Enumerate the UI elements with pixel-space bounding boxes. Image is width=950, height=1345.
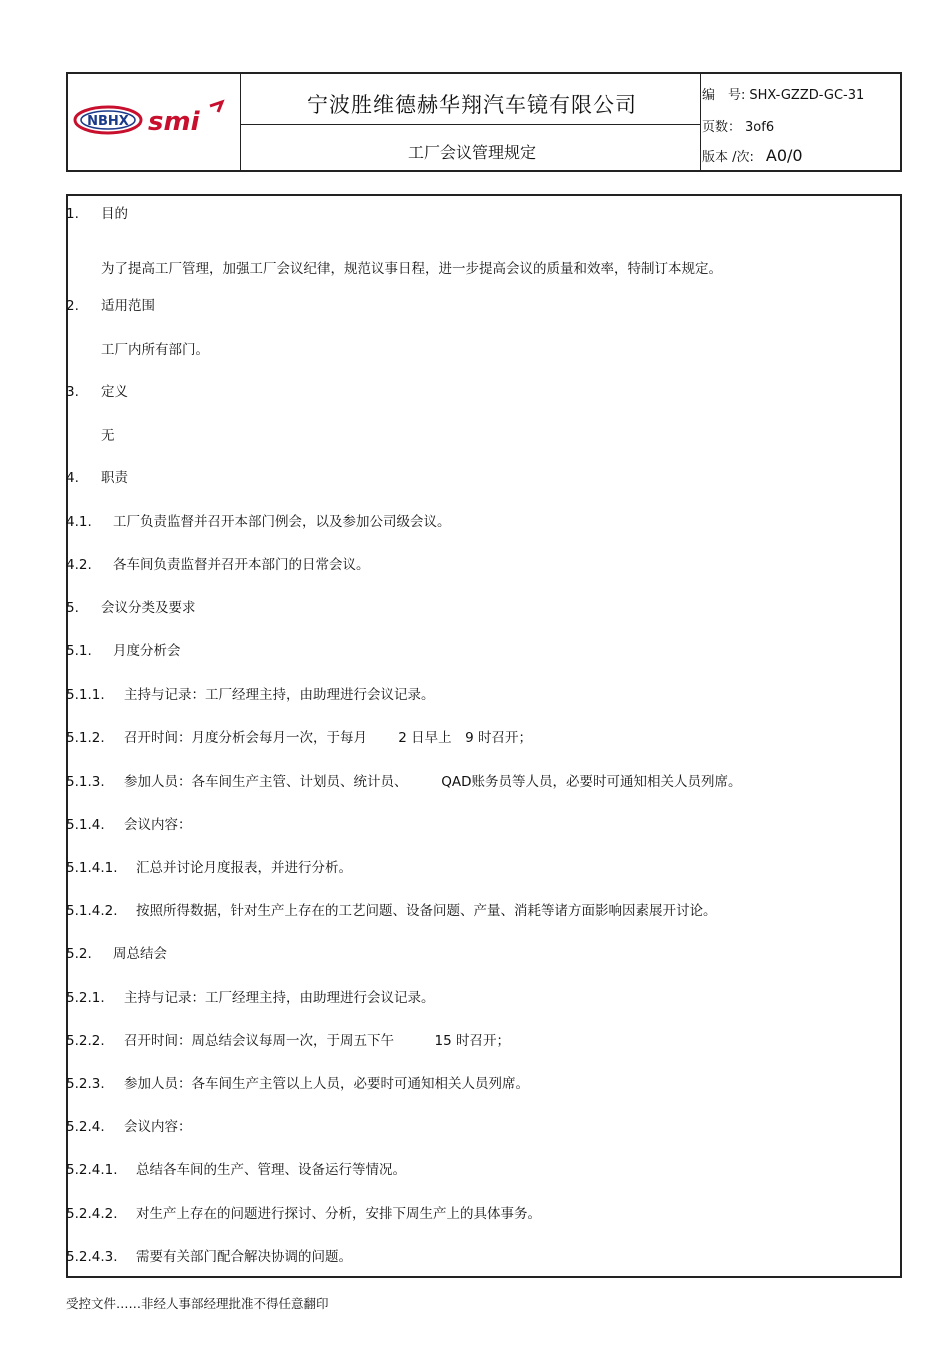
section-number: 5.2.4. [66, 1119, 105, 1135]
svg-text:NBHX: NBHX [87, 114, 129, 129]
section-number: 5.1.2. [66, 730, 105, 746]
section-number: 5.1.4.1. [66, 860, 118, 876]
body-line: 适用范围 [101, 298, 155, 314]
body-line: 召开时间：周总结会议每周一次，于周五下午 15 时召开； [124, 1033, 510, 1049]
section-number: 5.2. [66, 946, 92, 962]
body-line: 参加人员：各车间生产主管以上人员，必要时可通知相关人员列席。 [124, 1076, 529, 1092]
section-number: 5.1.1. [66, 687, 105, 703]
document-header [66, 72, 902, 172]
header-divider [240, 74, 241, 170]
document-number-label: 编 号: [702, 88, 746, 103]
section-number: 5.2.3. [66, 1076, 105, 1092]
body-line: 召开时间：月度分析会每月一次，于每月 2 日早上 9 时召开； [124, 730, 533, 746]
body-line: 职责 [101, 470, 128, 486]
svg-text:smi: smi [148, 107, 200, 137]
section-number: 5.2.2. [66, 1033, 105, 1049]
body-line: 为了提高工厂管理，加强工厂会议纪律，规范议事日程，进一步提高会议的质量和效率，特制订本规定。 [101, 261, 722, 277]
version [702, 146, 803, 165]
section-number: 5.2.4.1. [66, 1162, 118, 1178]
section-number: 4. [66, 470, 79, 486]
document-number-value: SHX-GZZD-GC-31 [749, 88, 865, 103]
body-line: 需要有关部门配合解决协调的问题。 [136, 1249, 352, 1265]
section-number: 5.1.3. [66, 774, 105, 790]
body-line: 主持与记录：工厂经理主持，由助理进行会议记录。 [124, 687, 435, 703]
section-number: 4.2. [66, 557, 92, 573]
body-line: 按照所得数据，针对生产上存在的工艺问题、设备问题、产量、消耗等诸方面影响因素展开讨论。 [136, 903, 717, 919]
page-count [702, 116, 774, 135]
page-count-value: 3of6 [745, 120, 775, 135]
section-number: 4.1. [66, 514, 92, 530]
document-number [702, 84, 864, 103]
section-number: 2. [66, 298, 79, 314]
section-number: 5.2.1. [66, 990, 105, 1006]
section-number: 3. [66, 384, 79, 400]
body-line: 会议分类及要求 [101, 600, 196, 616]
body-line: 目的 [101, 206, 128, 222]
footer-note: 受控文件……非经人事部经理批准不得任意翻印 [66, 1296, 329, 1311]
company-logo [72, 92, 238, 148]
body-line: 定义 [101, 384, 128, 400]
body-line: 月度分析会 [113, 643, 181, 659]
section-number: 5.2.4.3. [66, 1249, 118, 1265]
body-line: 会议内容： [124, 817, 192, 833]
body-line: 汇总并讨论月度报表，并进行分析。 [136, 860, 352, 876]
section-number: 5.1. [66, 643, 92, 659]
page-count-label: 页数： [702, 120, 742, 135]
document-body-edge [896, 194, 902, 1278]
header-divider [240, 124, 700, 125]
body-line: 工厂负责监督并召开本部门例会，以及参加公司级会议。 [113, 514, 451, 530]
section-number: 5.1.4. [66, 817, 105, 833]
body-line: 总结各车间的生产、管理、设备运行等情况。 [136, 1162, 406, 1178]
header-divider [700, 74, 701, 170]
section-number: 5.1.4.2. [66, 903, 118, 919]
body-line: 参加人员：各车间生产主管、计划员、统计员、 QAD账务员等人员，必要时可通知相关人员列席。 [124, 774, 742, 790]
body-line: 无 [101, 428, 115, 444]
company-name: 宁波胜维德赫华翔汽车镜有限公司 [307, 93, 637, 117]
document-title: 工厂会议管理规定 [407, 142, 536, 162]
section-number: 5.2.4.2. [66, 1206, 118, 1222]
body-line: 对生产上存在的问题进行探讨、分析，安排下周生产上的具体事务。 [136, 1206, 541, 1222]
body-line: 工厂内所有部门。 [101, 342, 209, 358]
body-line: 主持与记录：工厂经理主持，由助理进行会议记录。 [124, 990, 435, 1006]
body-line: 会议内容： [124, 1119, 192, 1135]
body-line: 各车间负责监督并召开本部门的日常会议。 [113, 557, 370, 573]
body-line: 周总结会 [113, 946, 167, 962]
version-value: A0/0 [765, 146, 803, 165]
section-number: 5. [66, 600, 79, 616]
version-label: 版本 /次: [702, 150, 754, 165]
section-number: 1. [66, 206, 79, 222]
